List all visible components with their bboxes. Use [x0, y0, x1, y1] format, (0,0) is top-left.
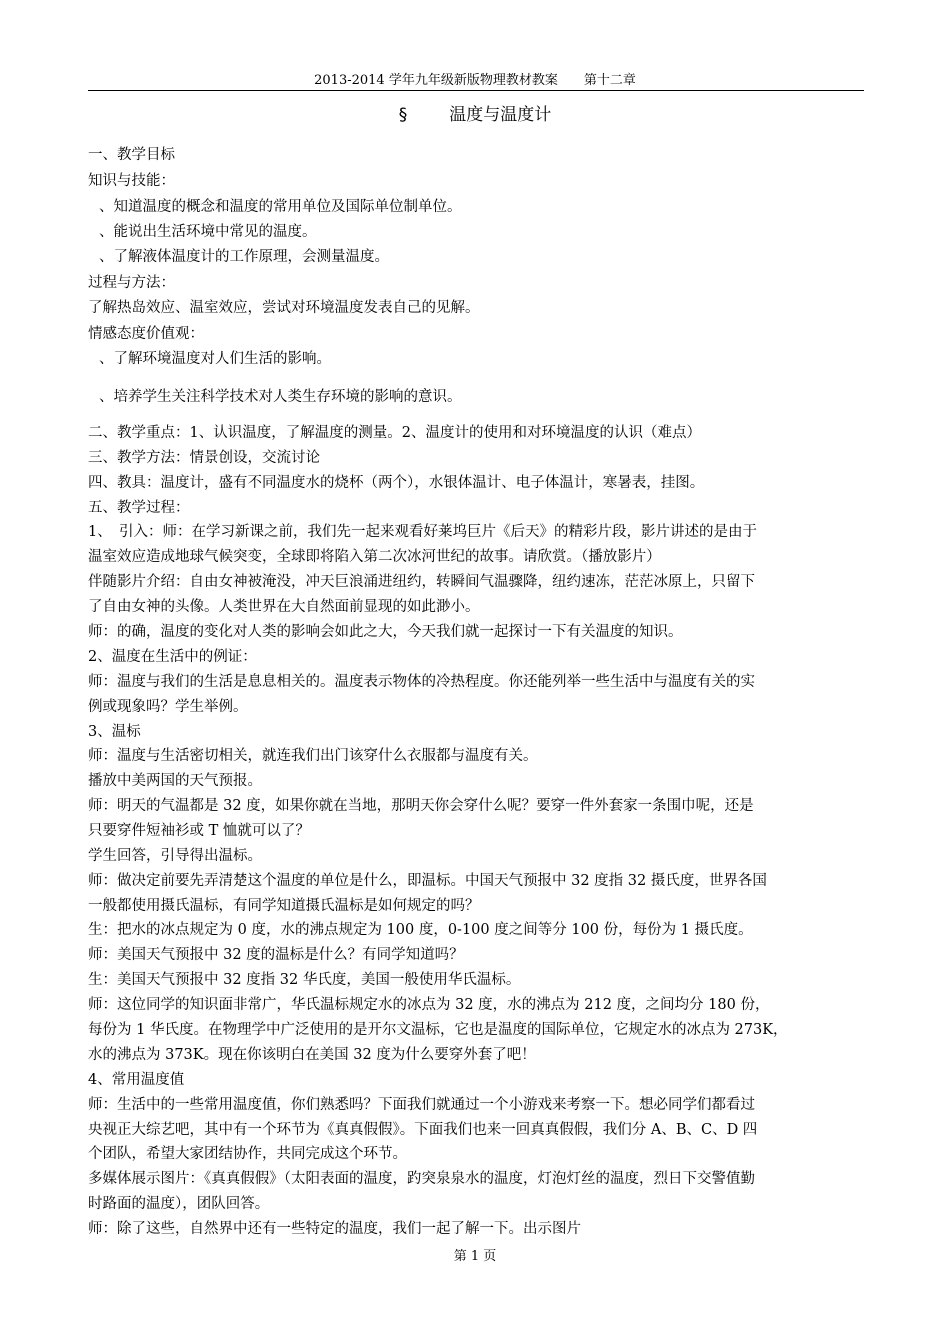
text-line: 师：生活中的一些常用温度值，你们熟悉吗？下面我们就通过一个小游戏来考察一下。想必同学们都看过: [88, 1097, 755, 1113]
objective-item: 、了解环境温度对人们生活的影响。: [99, 351, 331, 367]
title-text: 温度与温度计: [449, 105, 552, 125]
objective-subheading: 情感态度价值观：: [88, 326, 204, 342]
objective-item: 、知道温度的概念和温度的常用单位及国际单位制单位。: [99, 199, 462, 215]
text-line: 只要穿件短袖衫或 T 恤就可以了？: [88, 823, 310, 839]
text-line: 师：做决定前要先弄清楚这个温度的单位是什么，即温标。中国天气预报中 32 度指 32 摄氏度，世界各国: [88, 873, 767, 889]
text-line: 师：这位同学的知识面非常广，华氏温标规定水的冰点为 32 度，水的沸点为 212 度，之间均分 180 份，: [88, 997, 770, 1013]
text-line: 伴随影片介绍：自由女神被淹没，冲天巨浪涌进纽约，转瞬间气温骤降，纽约速冻，茫茫冰原上，只留下: [88, 574, 755, 590]
text-line: 了自由女神的头像。人类世界在大自然面前显现的如此渺小。: [88, 599, 480, 615]
text-line: 生：把水的冰点规定为 0 度，水的沸点规定为 100 度，0-100 度之间等分 100 份，每份为 1 摄氏度。: [88, 922, 753, 938]
objective-item: 、培养学生关注科学技术对人类生存环境的影响的意识。: [99, 389, 462, 405]
text-line: 央视正大综艺吧，其中有一个环节为《真真假假》。下面我们也来一回真真假假，我们分 A、B、C、D 四: [88, 1122, 758, 1138]
text-line: 三、教学方法：情景创设，交流讨论: [88, 450, 320, 466]
text-line: 3、温标: [88, 724, 141, 740]
text-line: 四、教具：温度计，盛有不同温度水的烧杯（两个），水银体温计、电子体温计，寒暑表，挂图。: [88, 475, 705, 491]
text-line: 每份为 1 华氏度。在物理学中广泛使用的是开尔文温标，它也是温度的国际单位，它规定水的冰点为 273K，: [88, 1022, 788, 1038]
page-header: 2013-2014 学年九年级新版物理教材教案 第十二章: [314, 73, 636, 88]
text-line: 师：美国天气预报中 32 度的温标是什么？有同学知道吗？: [88, 947, 464, 963]
objective-item: 了解热岛效应、温室效应，尝试对环境温度发表自己的见解。: [88, 300, 480, 316]
section-symbol: §: [398, 105, 408, 125]
text-line: 一般都使用摄氏温标，有同学知道摄氏温标是如何规定的吗？: [88, 898, 480, 914]
objective-item: 、能说出生活环境中常见的温度。: [99, 224, 317, 240]
text-line: 师：明天的气温都是 32 度，如果你就在当地，那明天你会穿什么呢？要穿一件外套家一条围巾呢，还是: [88, 798, 754, 814]
objective-item: 、了解液体温度计的工作原理，会测量温度。: [99, 249, 389, 265]
text-line: 师：温度与生活密切相关，就连我们出门该穿什么衣服都与温度有关。: [88, 748, 538, 764]
text-line: 播放中美两国的天气预报。: [88, 773, 262, 789]
text-line: 五、教学过程：: [88, 500, 190, 516]
text-line: 多媒体展示图片：《真真假假》（太阳表面的温度，趵突泉泉水的温度，灯泡灯丝的温度，烈日下交警值勤: [88, 1171, 755, 1187]
text-line: 师：除了这些，自然界中还有一些特定的温度，我们一起了解一下。出示图片: [88, 1221, 581, 1237]
objectives-heading: 一、教学目标: [88, 147, 175, 163]
page-number: 第 1 页: [453, 1249, 497, 1264]
text-line: 师：的确，温度的变化对人类的影响会如此之大，今天我们就一起探讨一下有关温度的知识。: [88, 624, 683, 640]
text-line: 例或现象吗？学生举例。: [88, 699, 248, 715]
text-line: 个团队，希望大家团结协作，共同完成这个环节。: [88, 1146, 407, 1162]
objective-subheading: 过程与方法：: [88, 275, 175, 291]
text-line: 1、 引入：师：在学习新课之前，我们先一起来观看好莱坞巨片《后天》的精彩片段，影片讲述的是由于: [88, 524, 757, 540]
text-line: 水的沸点为 373K。现在你该明白在美国 32 度为什么要穿外套了吧！: [88, 1047, 536, 1063]
objective-subheading: 知识与技能：: [88, 173, 175, 189]
text-line: 生：美国天气预报中 32 度指 32 华氏度，美国一般使用华氏温标。: [88, 972, 521, 988]
page-title: [88, 102, 862, 128]
text-line: 二、教学重点：1、认识温度，了解温度的测量。2、温度计的使用和对环境温度的认识（难点）: [88, 425, 701, 441]
text-line: 时路面的温度），团队回答。: [88, 1196, 270, 1212]
text-line: 学生回答，引导得出温标。: [88, 848, 262, 864]
text-line: 4、常用温度值: [88, 1072, 185, 1088]
header-divider: [88, 90, 864, 91]
text-line: 师：温度与我们的生活是息息相关的。温度表示物体的冷热程度。你还能列举一些生活中与温度有关的实: [88, 674, 755, 690]
text-line: 2、温度在生活中的例证：: [88, 649, 257, 665]
text-line: 温室效应造成地球气候突变，全球即将陷入第二次冰河世纪的故事。请欣赏。（播放影片）: [88, 549, 661, 565]
